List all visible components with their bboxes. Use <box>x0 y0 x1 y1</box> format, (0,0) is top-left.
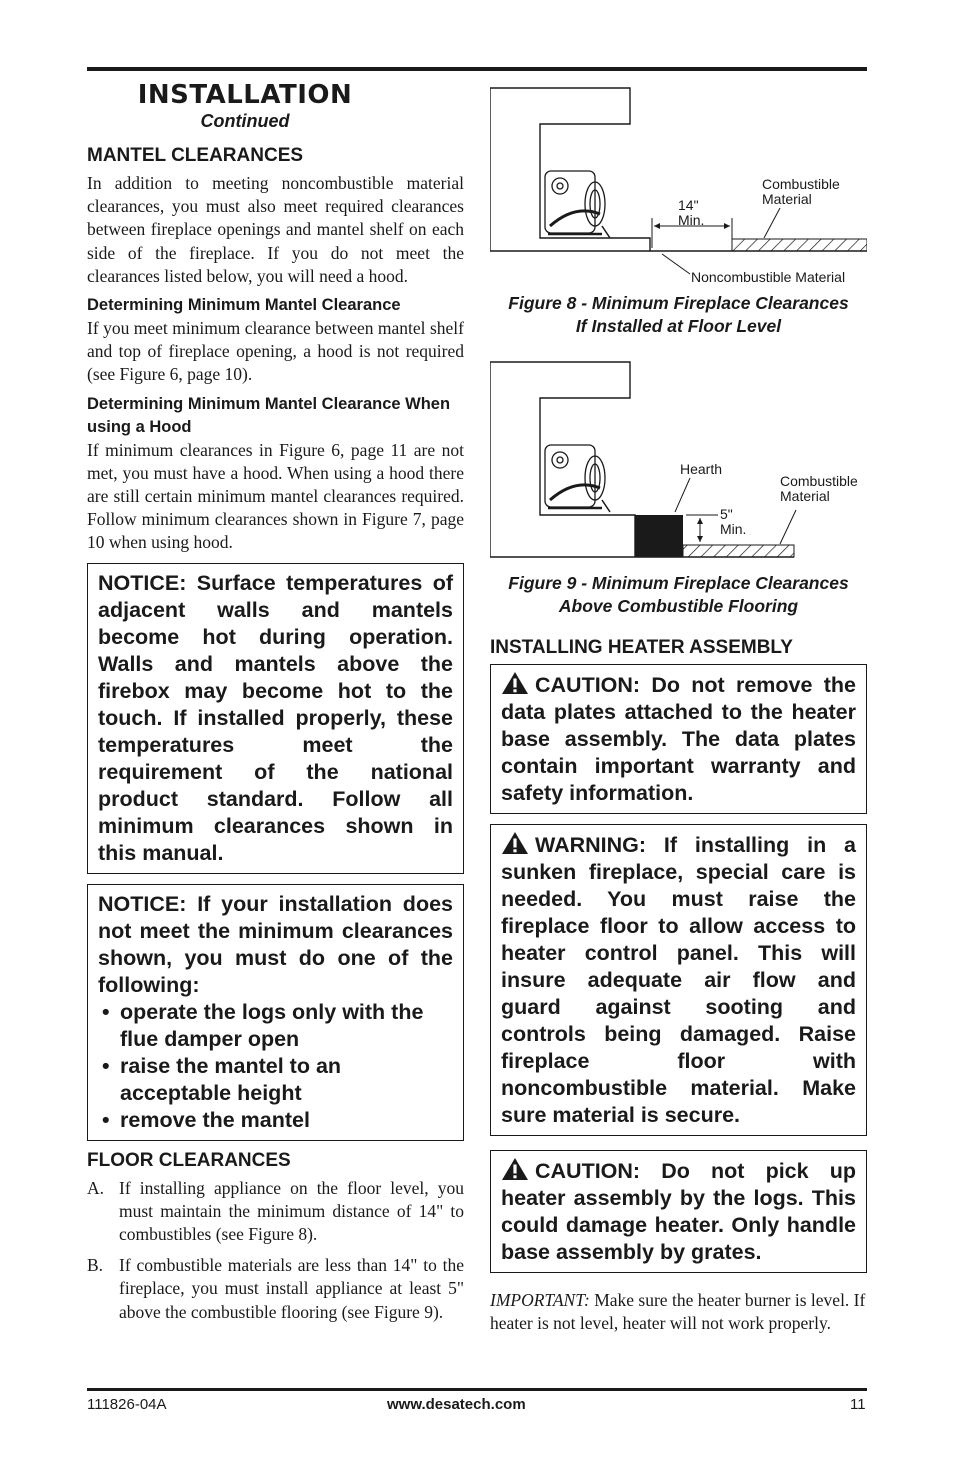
heater-logs-icon <box>545 445 610 512</box>
important-text: Make sure the heater burner is level. If heater is not level, heater will not work properly. <box>490 1290 866 1334</box>
footer-website[interactable]: www.desatech.com <box>387 1396 526 1413</box>
figure-8-caption-line1: Figure 8 - Minimum Fireplace Clearances <box>508 293 849 313</box>
section-title: INSTALLATION <box>137 80 353 110</box>
floor-heading: FLOOR CLEARANCES <box>87 1149 291 1171</box>
list-item: • operate the logs only with the flue damper open <box>98 999 453 1053</box>
warning-triangle-icon <box>501 671 529 695</box>
heater-logs-icon <box>545 171 610 238</box>
figure-9-caption-line1: Figure 9 - Minimum Fireplace Clearances <box>508 573 849 593</box>
warning-sunken-fireplace-text: WARNING: If installing in a sunken fireplace, special care is needed. You must raise the fireplace floor to allow access to heater control panel. This will insure adequate air flow and guard against sooting and controls being damaged. Raise fireplace floor with noncombustible material. Make sure material is secure. <box>501 833 856 1127</box>
label-14-min: 14" Min. <box>678 197 705 228</box>
mantel-intro: In addition to meeting noncombustible material clearances, you must also meet required clearances between fireplace openings and mantel shelf on each side of the fireplace. If you do not meet the clearances listed below, you will need a hood. <box>87 173 464 286</box>
figure-8-caption-line2: If Installed at Floor Level <box>575 316 782 336</box>
list-item: • raise the mantel to an acceptable height <box>98 1053 453 1107</box>
min-clearance-heading: Determining Minimum Mantel Clearance <box>87 296 401 315</box>
floor-list <box>87 1177 464 1324</box>
list-item: • remove the mantel <box>98 1107 453 1134</box>
label-hearth: Hearth <box>680 461 723 477</box>
list-item <box>87 1177 464 1247</box>
figure-8 <box>490 86 867 286</box>
hood-clearance-text: If minimum clearances in Figure 6, page 11 are not met, you must have a hood. When using a hood there are still certain minimum mantel clearances required. Follow minimum clearances shown in Figure 7, page 10 when using hood. <box>87 439 464 553</box>
important-note <box>490 1289 867 1335</box>
warning-triangle-icon <box>501 831 529 855</box>
caution-data-plates <box>490 664 867 814</box>
min-clearance-text: If you meet minimum clearance between mantel shelf and top of fireplace opening, a hood is not required (see Figure 6, page 10). <box>87 318 464 385</box>
caution-data-plates-text: CAUTION: Do not remove the data plates attached to the heater base assembly. The data plates contain important warranty and safety information. <box>501 673 856 805</box>
left-column <box>87 80 464 1332</box>
footer-page-number: 11 <box>850 1396 866 1413</box>
bottom-rule <box>87 1388 867 1391</box>
figure-9-caption-line2: Above Combustible Flooring <box>558 596 799 616</box>
warning-sunken-fireplace <box>490 824 867 1136</box>
list-text: If installing appliance on the floor level, you must maintain the minimum distance of 14" to combustibles (see Figure 8). <box>119 1177 464 1245</box>
section-subtitle: Continued <box>200 111 290 131</box>
label-noncombustible: Noncombustible Material <box>691 269 846 285</box>
list-marker: B. <box>87 1255 104 1276</box>
label-combustible: Combustible Material <box>762 176 840 207</box>
notice-alternatives-list <box>98 999 453 1134</box>
label-5-min: 5" Min. <box>720 506 747 537</box>
right-column <box>490 80 867 1335</box>
warning-triangle-icon <box>501 1157 529 1181</box>
heater-heading: INSTALLING HEATER ASSEMBLY <box>490 637 793 658</box>
important-lead: IMPORTANT: <box>490 1290 590 1310</box>
mantel-heading: MANTEL CLEARANCES <box>87 145 304 166</box>
label-combustible: Combustible Material <box>780 473 858 504</box>
hearth-block <box>635 515 683 557</box>
hood-clearance-heading: Determining Minimum Mantel Clearance When using a Hood <box>87 394 451 436</box>
list-text: If combustible materials are less than 14" to the fireplace, you must install appliance at least 5" above the combustible flooring (see Figure 9). <box>119 1255 464 1322</box>
notice-alternatives <box>87 884 464 1141</box>
figure-9-diagram <box>490 360 867 560</box>
figure-9 <box>490 360 867 560</box>
footer-doc-number: 111826-04A <box>87 1396 167 1413</box>
notice-surface-temperatures: NOTICE: Surface temperatures of adjacent walls and mantels become hot during operation. Walls and mantels above the firebox may become hot to the touch. If installed properly, these temperatures meet the requirement of the national product standard. Follow all minimum clearances shown in this manual. <box>87 563 464 874</box>
notice-alternatives-intro: NOTICE: If your installation does not meet the minimum clearances shown, you must do one of the following: <box>98 891 453 997</box>
top-rule <box>87 67 867 71</box>
caution-pick-up-text: CAUTION: Do not pick up heater assembly by the logs. This could damage heater. Only handle base assembly by grates. <box>501 1159 856 1264</box>
caution-pick-up <box>490 1150 867 1273</box>
list-item <box>87 1254 464 1324</box>
list-marker: A. <box>87 1177 105 1198</box>
